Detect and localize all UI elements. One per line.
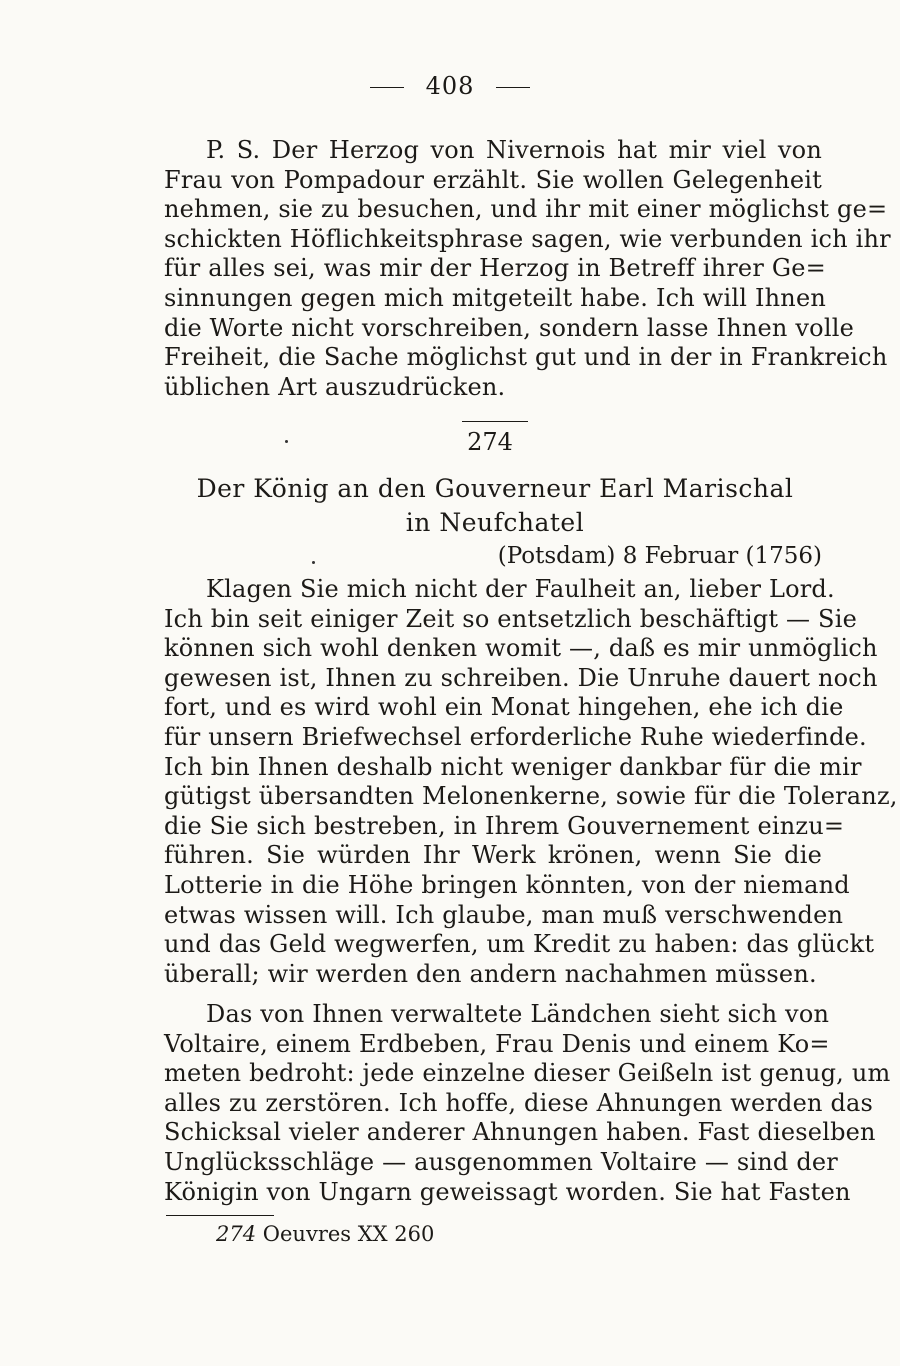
letter-paragraph-1 [164,575,898,989]
text-line: alles zu zerstören. Ich hoffe, diese Ahnungen werden das [164,1088,874,1117]
text-line: gütigst übersandten Melonenkerne, sowie für die Toleranz, [164,782,898,811]
letter-title-line-2: in Neufchatel [405,508,585,537]
text-line: Ich bin seit einiger Zeit so entsetzlich beschäftigt — Sie [164,604,857,633]
text-line: überall; wir werden den andern nachahmen müssen. [164,959,817,988]
text-line: Schicksal vieler anderer Ahnungen haben. Fast dieselben [164,1118,876,1147]
postscript-paragraph [164,136,891,402]
text-line: die Sie sich bestreben, in Ihrem Gouvernement einzu= [164,811,845,840]
text-line: Frau von Pompadour erzählt. Sie wollen Gelegenheit [164,165,822,194]
dateline: (Potsdam) 8 Februar (1756) [497,543,822,569]
text-line: für unsern Briefwechsel erforderliche Ruhe wiederfinde. [164,722,867,751]
text-line: Lotterie in die Höhe bringen könnten, von der niemand [164,870,850,899]
text-line: die Worte nicht vorschreiben, sondern lasse Ihnen volle [164,313,854,342]
letter-number: 274 [467,428,513,456]
text-line: für alles sei, was mir der Herzog in Betreff ihrer Ge= [164,254,826,283]
text-line: Das von Ihnen verwaltete Ländchen sieht sich von [206,1000,830,1028]
text-line: nehmen, sie zu besuchen, und ihr mit einer möglichst ge= [164,195,888,224]
footnote-text: Oeuvres XX 260 [262,1222,435,1246]
footnote-number: 274 [216,1222,257,1246]
footnote [216,1222,434,1246]
print-speck [312,561,315,564]
text-line: Ich bin Ihnen deshalb nicht weniger dankbar für die mir [164,752,862,781]
text-line: Königin von Ungarn geweissagt worden. Sie hat Fasten [164,1177,851,1206]
text-line: üblichen Art auszudrücken. [164,372,506,401]
page-number [0,72,900,100]
text-line: schickten Höflichkeitsphrase sagen, wie verbunden ich ihr [164,224,891,253]
letter-title-line-1: Der König an den Gouverneur Earl Marischal [196,474,794,503]
text-line: meten bedroht: jede einzelne dieser Geißeln ist genug, um [164,1059,891,1088]
text-line: etwas wissen will. Ich glaube, man muß verschwenden [164,900,844,929]
text-line: Freiheit, die Sache möglichst gut und in der in Frankreich [164,343,888,372]
text-line: fort, und es wird wohl ein Monat hingehen, ehe ich die [164,693,844,722]
section-divider [462,421,528,422]
text-line: P. S. Der Herzog von Nivernois hat mir viel von [206,136,822,164]
page-number-text: 408 [425,72,475,100]
text-line: Unglücksschläge — ausgenommen Voltaire — sind der [164,1147,838,1176]
text-line: können sich wohl denken womit —, daß es mir unmöglich [164,634,878,663]
footnote-rule [166,1215,274,1216]
text-line: Klagen Sie mich nicht der Faulheit an, lieber Lord. [206,575,835,603]
text-line: Voltaire, einem Erdbeben, Frau Denis und einem Ko= [164,1029,830,1058]
page-number-dash-right [496,87,530,88]
letter-paragraph-2 [164,1000,891,1207]
text-line: gewesen ist, Ihnen zu schreiben. Die Unruhe dauert noch [164,663,878,692]
text-line: führen. Sie würden Ihr Werk krönen, wenn Sie die [164,841,822,870]
page-number-dash-left [370,87,404,88]
text-line: sinnungen gegen mich mitgeteilt habe. Ich will Ihnen [164,283,827,312]
text-line: und das Geld wegwerfen, um Kredit zu haben: das glückt [164,930,875,959]
